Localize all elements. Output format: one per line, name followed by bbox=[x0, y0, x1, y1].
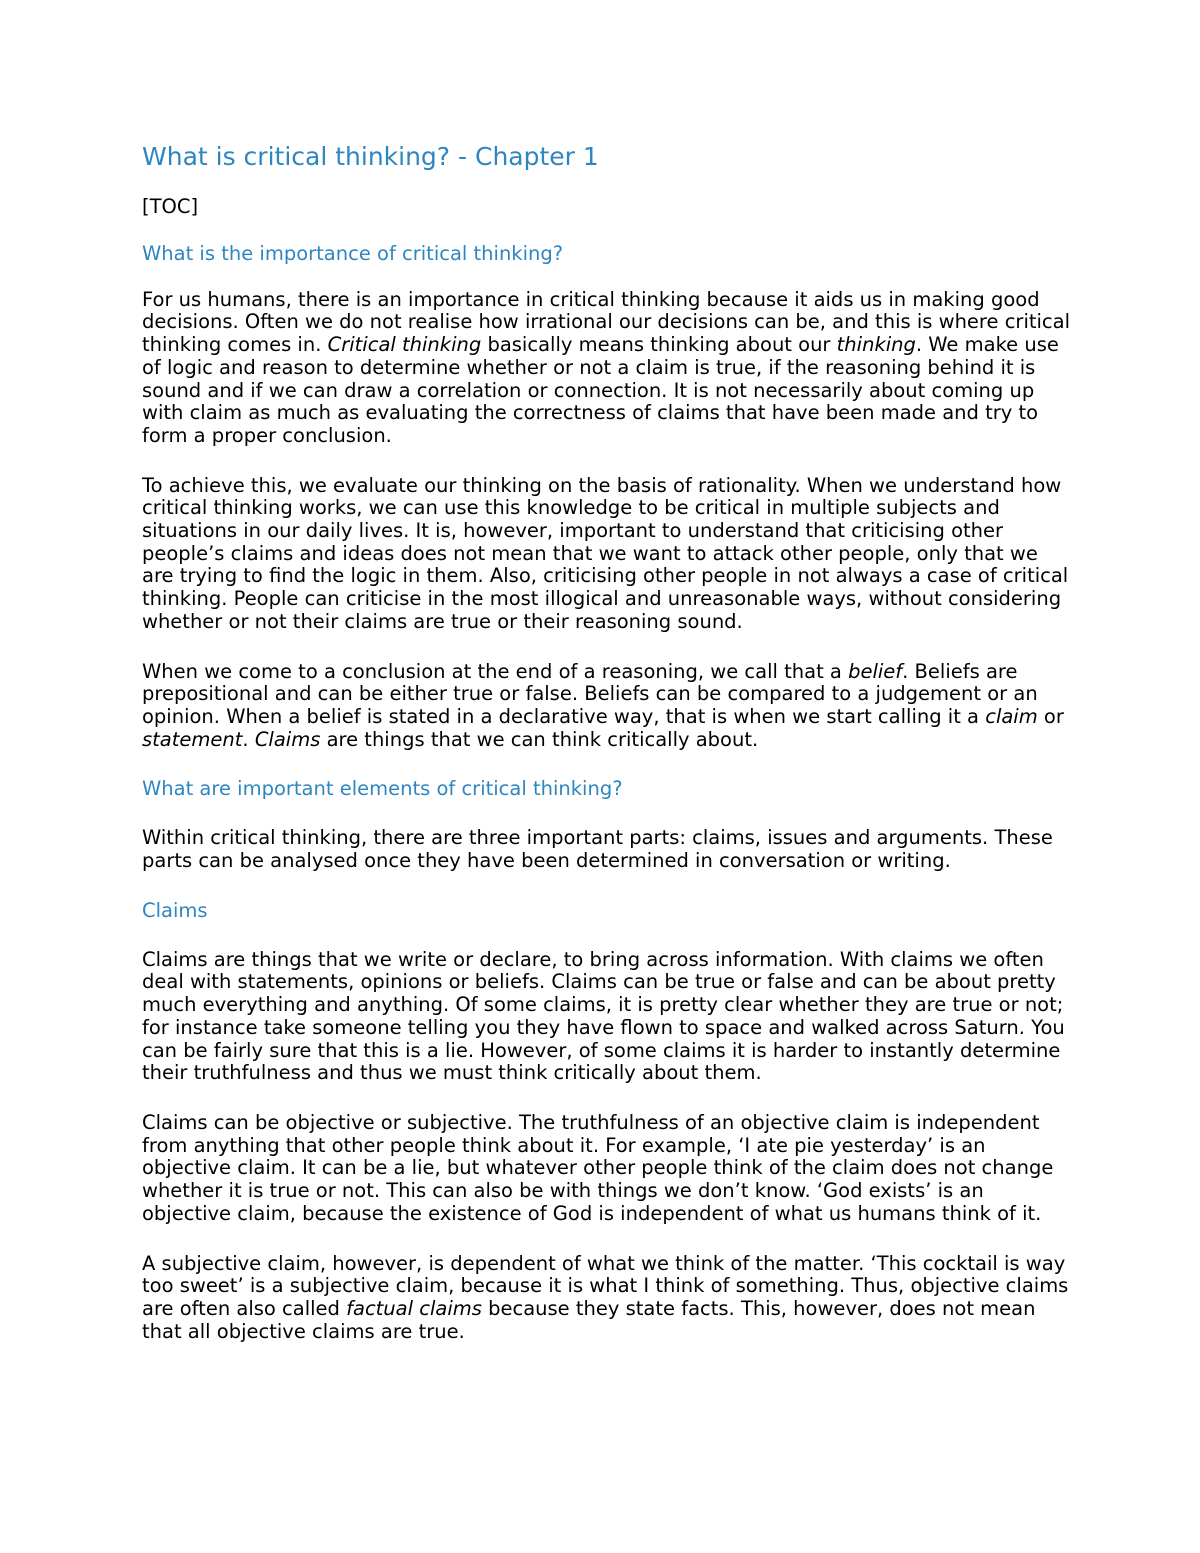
document-title: What is critical thinking? - Chapter 1 bbox=[142, 142, 599, 171]
paragraph-claims-3: A subjective claim, however, is dependent of what we think of the matter. ‘This cocktail is way too sweet’ is a subjective claim, because it is what I think of something. Thus, objective claims are often also called factual claims because they state facts. This, however, does not mean that all objective claims are true. bbox=[142, 1251, 1069, 1343]
document-page bbox=[142, 140, 1072, 1343]
paragraph-elements: Within critical thinking, there are three important parts: claims, issues and arguments. These parts can be analysed once they have been determined in conversation or writing. bbox=[142, 826, 1053, 873]
heading-claims: Claims bbox=[142, 898, 208, 922]
paragraph-claims-2: Claims can be objective or subjective. The truthfulness of an objective claim is independent from anything that other people think about it. For example, ‘I ate pie yesterday’ is an objective claim. It can be a lie, but whatever other people think of the claim does not change whether it is true or not. This can also be with things we don’t know. ‘God exists’ is an objective claim, because the existence of God is independent of what us humans think of it. bbox=[142, 1110, 1054, 1225]
paragraph-importance-3: When we come to a conclusion at the end of a reasoning, we call that a belief. Beliefs are prepositional and can be either true or false. Beliefs can be compared to a judgement or an opinion. When a belief is stated in a declarative way, that is when we start calling it a claim or statement. Claims are things that we can think critically about. bbox=[142, 659, 1064, 751]
paragraph-claims-1: Claims are things that we write or declare, to bring across information. With claims we often deal with statements, opinions or beliefs. Claims can be true or false and can be about pretty much everything and anything. Of some claims, it is pretty clear whether they are true or not; for instance take someone telling you they have flown to space and walked across Saturn. You can be fairly sure that this is a lie. However, of some claims it is harder to instantly determine their truthfulness and thus we must think critically about them. bbox=[142, 947, 1065, 1085]
paragraph-importance-1: For us humans, there is an importance in critical thinking because it aids us in making good decisions. Often we do not realise how irrational our decisions can be, and this is where critical thinking comes in. Critical thinking basically means thinking about our thinking. We make use of logic and reason to determine whether or not a claim is true, if the reasoning behind it is sound and if we can draw a correlation or connection. It is not necessarily about coming up with claim as much as evaluating the correctness of claims that have been made and try to form a proper conclusion. bbox=[142, 287, 1071, 447]
heading-importance: What is the importance of critical thinking? bbox=[142, 241, 564, 265]
toc-placeholder: [TOC] bbox=[142, 195, 199, 218]
paragraph-importance-2: To achieve this, we evaluate our thinking on the basis of rationality. When we understand how critical thinking works, we can use this knowledge to be critical in multiple subjects and situations in our daily lives. It is, however, important to understand that criticising other people’s claims and ideas does not mean that we want to attack other people, only that we are trying to find the logic in them. Also, criticising other people in not always a case of critical thinking. People can criticise in the most illogical and unreasonable ways, without considering whether or not their claims are true or their reasoning sound. bbox=[142, 473, 1069, 633]
heading-elements: What are important elements of critical thinking? bbox=[142, 777, 623, 801]
